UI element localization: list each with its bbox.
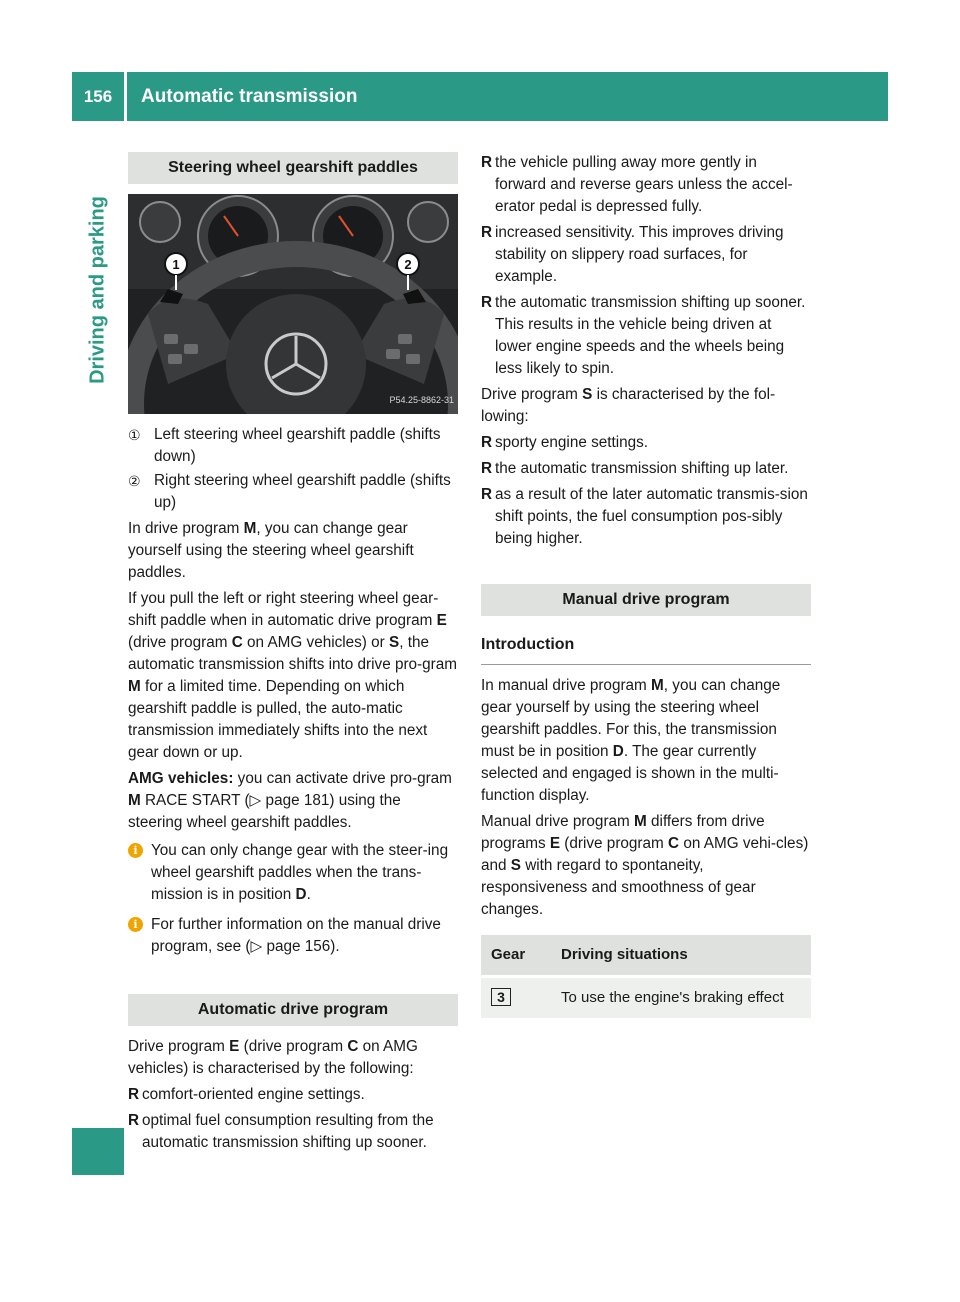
- header-divider: [124, 72, 127, 121]
- page-number: 156: [83, 86, 113, 106]
- table-header: Gear: [481, 935, 551, 977]
- right-column: [481, 152, 811, 1018]
- bullet-item: R the automatic transmission shifting up later.: [481, 460, 789, 477]
- situation-cell: To use the engine's braking effect: [551, 977, 811, 1019]
- info-icon: i: [128, 917, 143, 932]
- side-marker: [72, 1128, 124, 1175]
- legend-number: ②: [128, 473, 141, 489]
- legend-text: Right steering wheel gearshift paddle (shifts up): [154, 472, 451, 511]
- bullet-item: R the vehicle pulling away more gently in forward and reverse gears unless the accel-erator pedal is depressed fully.: [481, 154, 793, 215]
- legend-number: ①: [128, 427, 141, 443]
- paragraph: Drive program E (drive program C on AMG vehicles) is characterised by the following:: [128, 1038, 418, 1077]
- section-heading-automatic: Automatic drive program: [128, 994, 458, 1026]
- left-column: [128, 152, 458, 1158]
- info-text: You can only change gear with the steer-ing wheel gearshift paddles when the trans-mission is in position D.: [151, 842, 449, 903]
- paragraph: AMG vehicles: you can activate drive pro-gram M RACE START (▷ page 181) using the steering wheel gearshift paddles.: [128, 770, 452, 831]
- section-heading-paddles: Steering wheel gearshift paddles: [128, 152, 458, 184]
- bullet-item: R comfort-oriented engine settings.: [128, 1086, 365, 1103]
- steering-wheel-illustration: [128, 194, 458, 414]
- image-caption: P54.25-8862-31: [389, 395, 454, 405]
- info-note: [128, 840, 458, 906]
- table-header: Driving situations: [551, 935, 811, 977]
- svg-text:1: 1: [172, 257, 180, 272]
- chapter-title: Automatic transmission: [141, 85, 358, 107]
- paragraph: Manual drive program M differs from drive programs E (drive program C on AMG vehi-cles) and S with regard to spontaneity, responsiveness and smoothness of gear changes.: [481, 813, 809, 918]
- info-text: For further information on the manual drive program, see (▷ page 156).: [151, 916, 441, 955]
- bullet-item: R sporty engine settings.: [481, 434, 649, 451]
- paragraph: In drive program M, you can change gear yourself using the steering wheel gearshift paddles.: [128, 520, 414, 581]
- gear-3-icon: 3: [491, 988, 511, 1006]
- gear-cell: [481, 977, 551, 1019]
- section-heading-manual: Manual drive program: [481, 584, 811, 616]
- legend-item-1: [128, 424, 458, 468]
- bullet-item: R optimal fuel consumption resulting from the automatic transmission shifting up sooner.: [128, 1112, 434, 1151]
- table-row: [481, 977, 811, 1019]
- subheading-introduction: Introduction: [481, 626, 811, 665]
- legend-text: Left steering wheel gearshift paddle (shifts down): [154, 426, 441, 465]
- legend-item-2: [128, 470, 458, 514]
- info-icon: i: [128, 843, 143, 858]
- side-label: Driving and parking: [86, 196, 109, 384]
- bullet-item: R the automatic transmission shifting up sooner. This results in the vehicle being driven at lower engine speeds and the wheels being less likely to spin.: [481, 294, 806, 377]
- info-note: [128, 914, 458, 958]
- steering-wheel-photo: [128, 194, 458, 414]
- bullet-item: R as a result of the later automatic transmis-sion shift points, the fuel consumption pos-sibly being higher.: [481, 486, 808, 547]
- svg-text:2: 2: [404, 257, 412, 272]
- bullet-item: R increased sensitivity. This improves driving stability on slippery road surfaces, for example.: [481, 224, 784, 285]
- paragraph: In manual drive program M, you can change gear yourself by using the steering wheel gearshift paddles. For this, the transmission must be in position D. The gear currently selected and engaged is shown in the multi-function display.: [481, 677, 781, 804]
- paragraph: If you pull the left or right steering wheel gear-shift paddle when in automatic drive program E (drive program C on AMG vehicles) or S, the automatic transmission shifts into drive pro-gram M for a limited time. Depending on which gearshift paddle is pulled, the auto-matic transmission immediately shifts into the next gear down or up.: [128, 590, 458, 761]
- paragraph: Drive program S is characterised by the fol-lowing:: [481, 386, 776, 425]
- gear-table: [481, 935, 811, 1018]
